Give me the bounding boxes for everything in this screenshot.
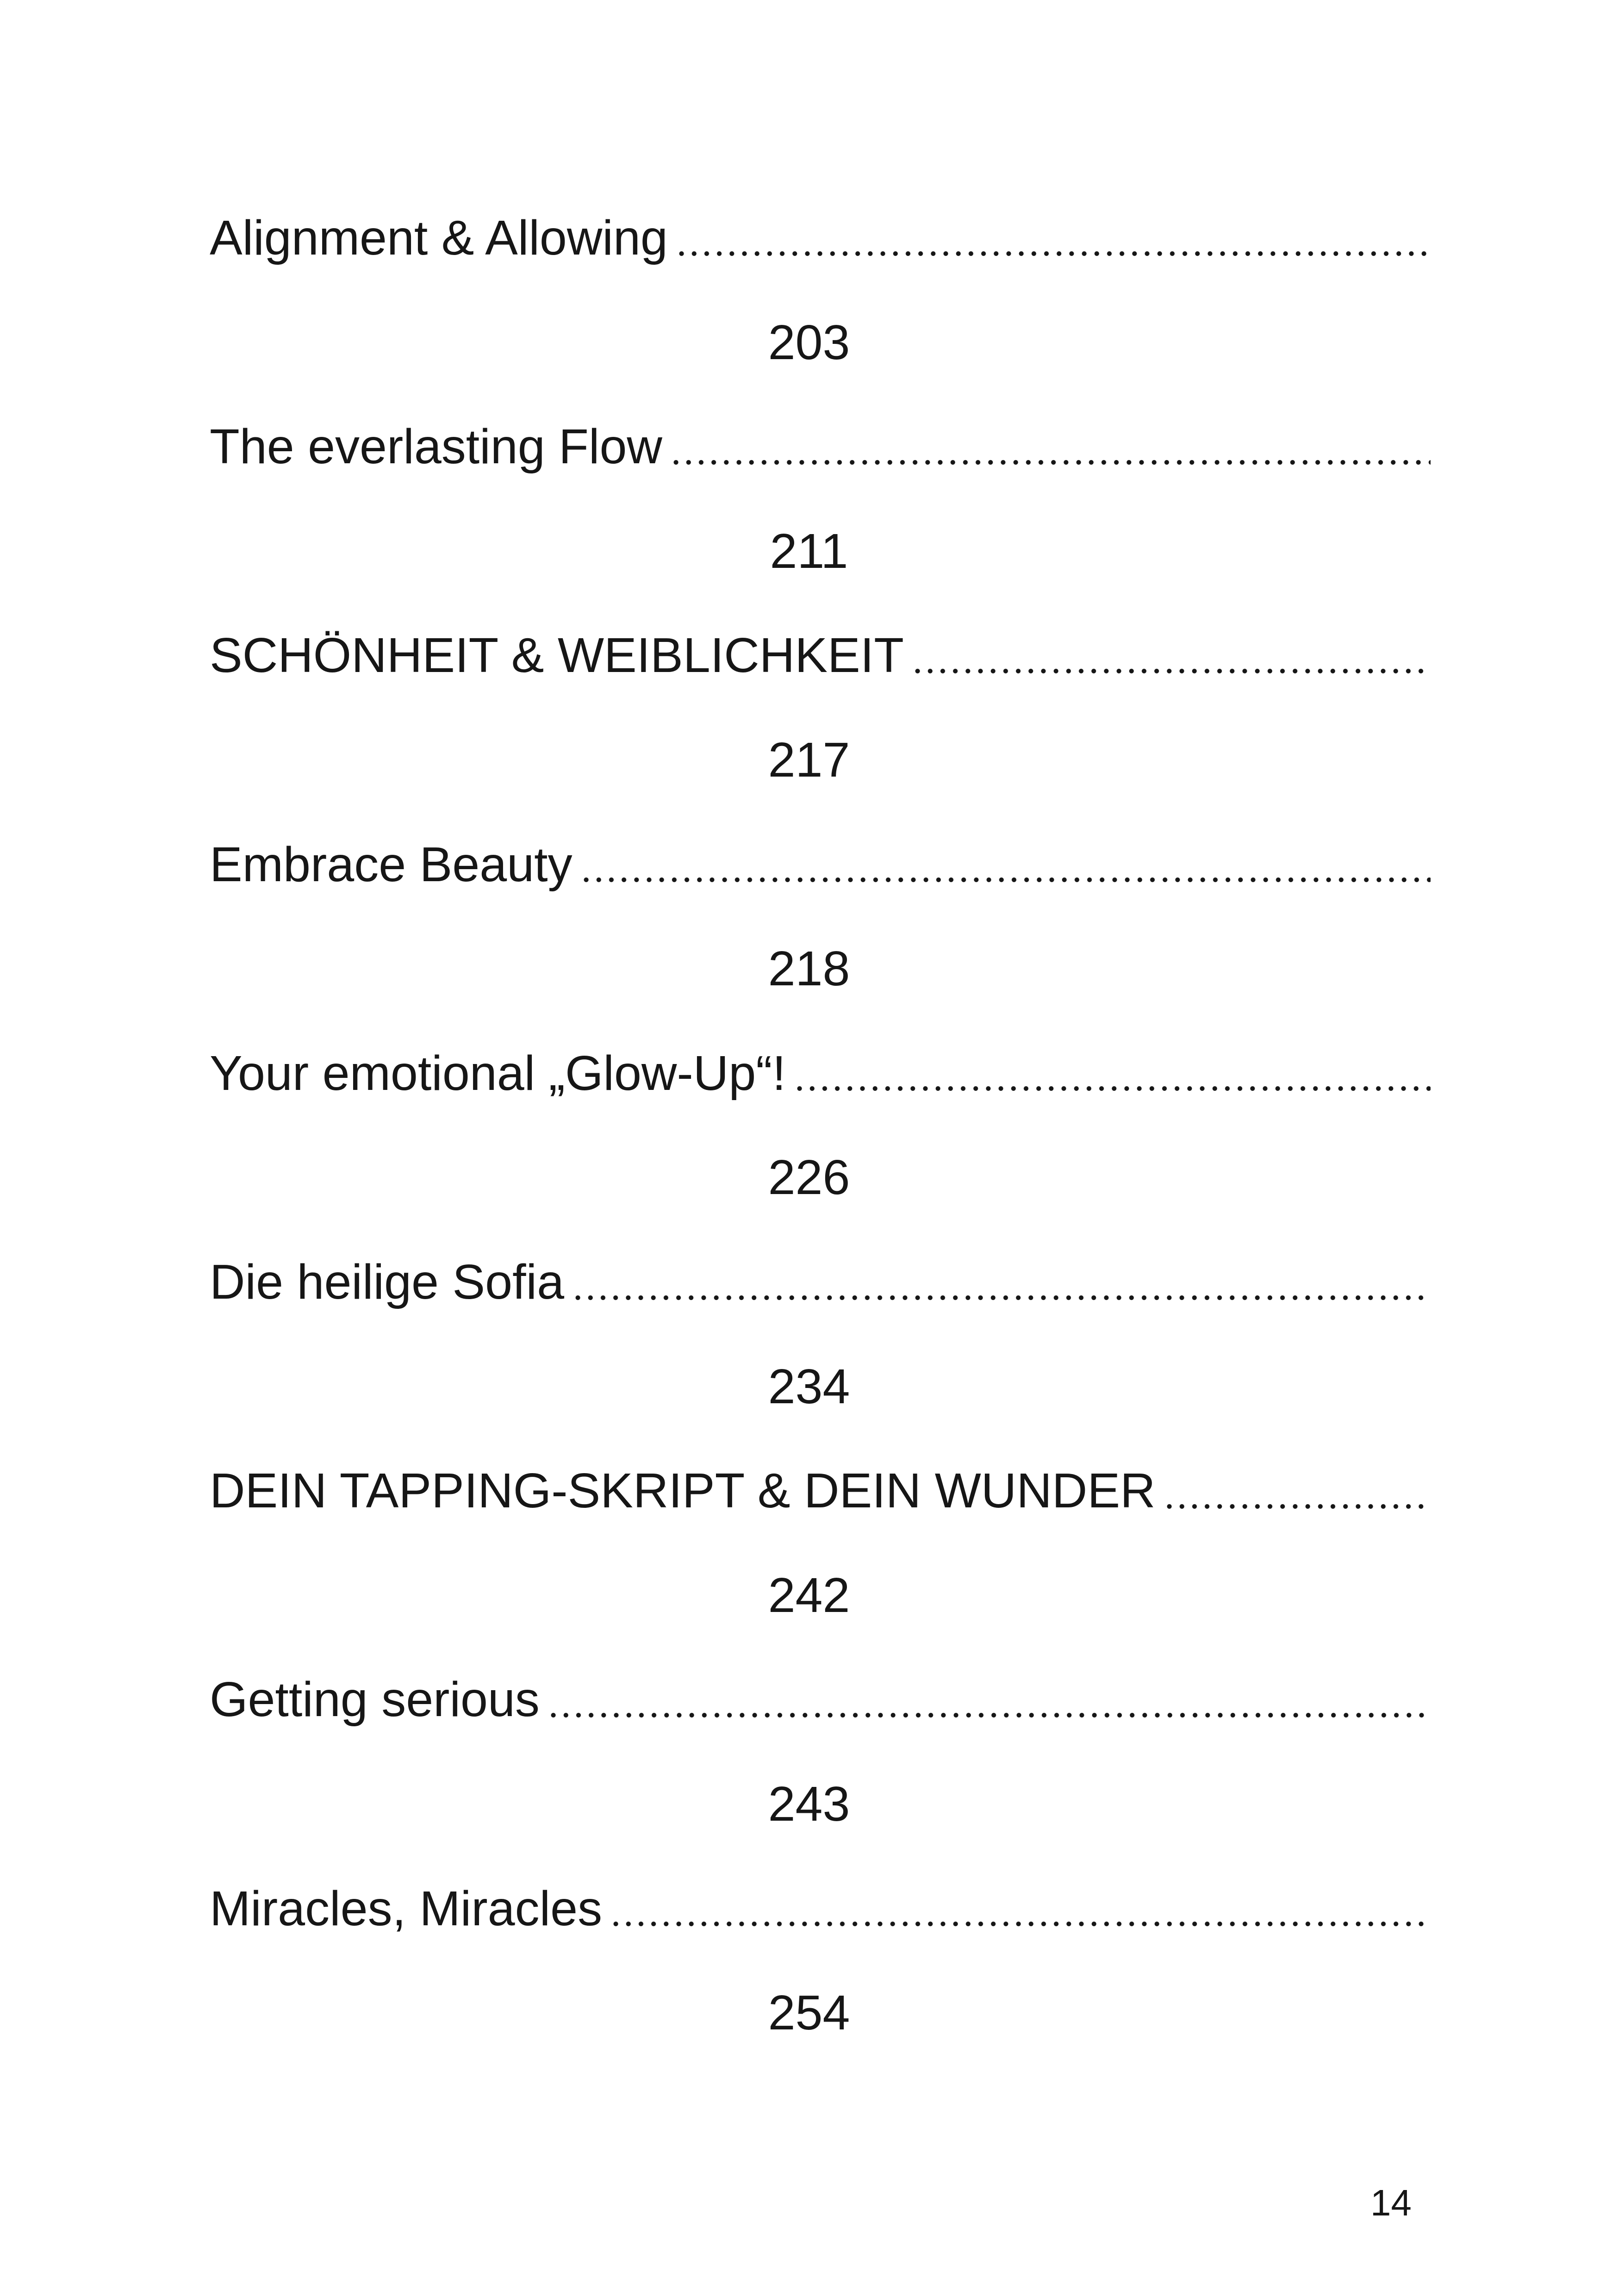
toc-entry-title: Embrace Beauty [210,837,573,892]
toc-title-row [0,186,1618,291]
toc-dot-leader [670,460,1431,465]
table-of-contents [0,186,1618,2066]
toc-entry-title: Die heilige Sofia [210,1254,565,1309]
toc-page-number: 243 [768,1776,850,1831]
toc-entry [0,813,1618,1021]
toc-page-number: 211 [770,523,848,579]
toc-page-number: 254 [768,1985,850,2041]
toc-entry [0,1857,1618,2066]
page-number: 14 [1370,2182,1412,2223]
toc-dot-leader [1163,1504,1431,1509]
toc-entry [0,1439,1618,1648]
toc-title-row [0,1230,1618,1335]
toc-page-number: 234 [768,1359,850,1414]
toc-title-row [0,604,1618,708]
toc-page-number: 203 [768,315,850,370]
toc-dot-leader [911,668,1431,674]
toc-dot-leader [610,1921,1431,1927]
toc-entry-title: Getting serious [210,1672,540,1727]
toc-title-row [0,1857,1618,1961]
toc-title-row [0,395,1618,499]
toc-entry [0,1021,1618,1230]
toc-entry-title: Miracles, Miracles [210,1881,603,1936]
toc-dot-leader [572,1295,1431,1300]
toc-entry [0,1648,1618,1856]
toc-title-row [0,1439,1618,1543]
toc-entry-title: Your emotional „Glow-Up“! [210,1045,786,1101]
toc-entry-title: Alignment & Allowing [210,211,668,265]
toc-entry [0,604,1618,812]
toc-title-row [0,1021,1618,1126]
toc-page-number: 242 [768,1568,850,1623]
toc-entry [0,1230,1618,1439]
toc-entry-title: DEIN TAPPING-SKRIPT & DEIN WUNDER [210,1463,1156,1518]
toc-page-number: 217 [768,732,850,787]
toc-entry [0,186,1618,395]
toc-title-row [0,1648,1618,1752]
toc-entry-title: The everlasting Flow [210,419,662,474]
toc-dot-leader [793,1086,1431,1091]
toc-dot-leader [547,1712,1431,1718]
toc-page-number: 218 [768,941,850,996]
toc-dot-leader [580,877,1431,883]
toc-entry [0,395,1618,604]
toc-entry-title: SCHÖNHEIT & WEIBLICHKEIT [210,628,904,683]
toc-page-number: 226 [768,1150,850,1205]
toc-dot-leader [675,251,1431,256]
toc-title-row [0,813,1618,917]
